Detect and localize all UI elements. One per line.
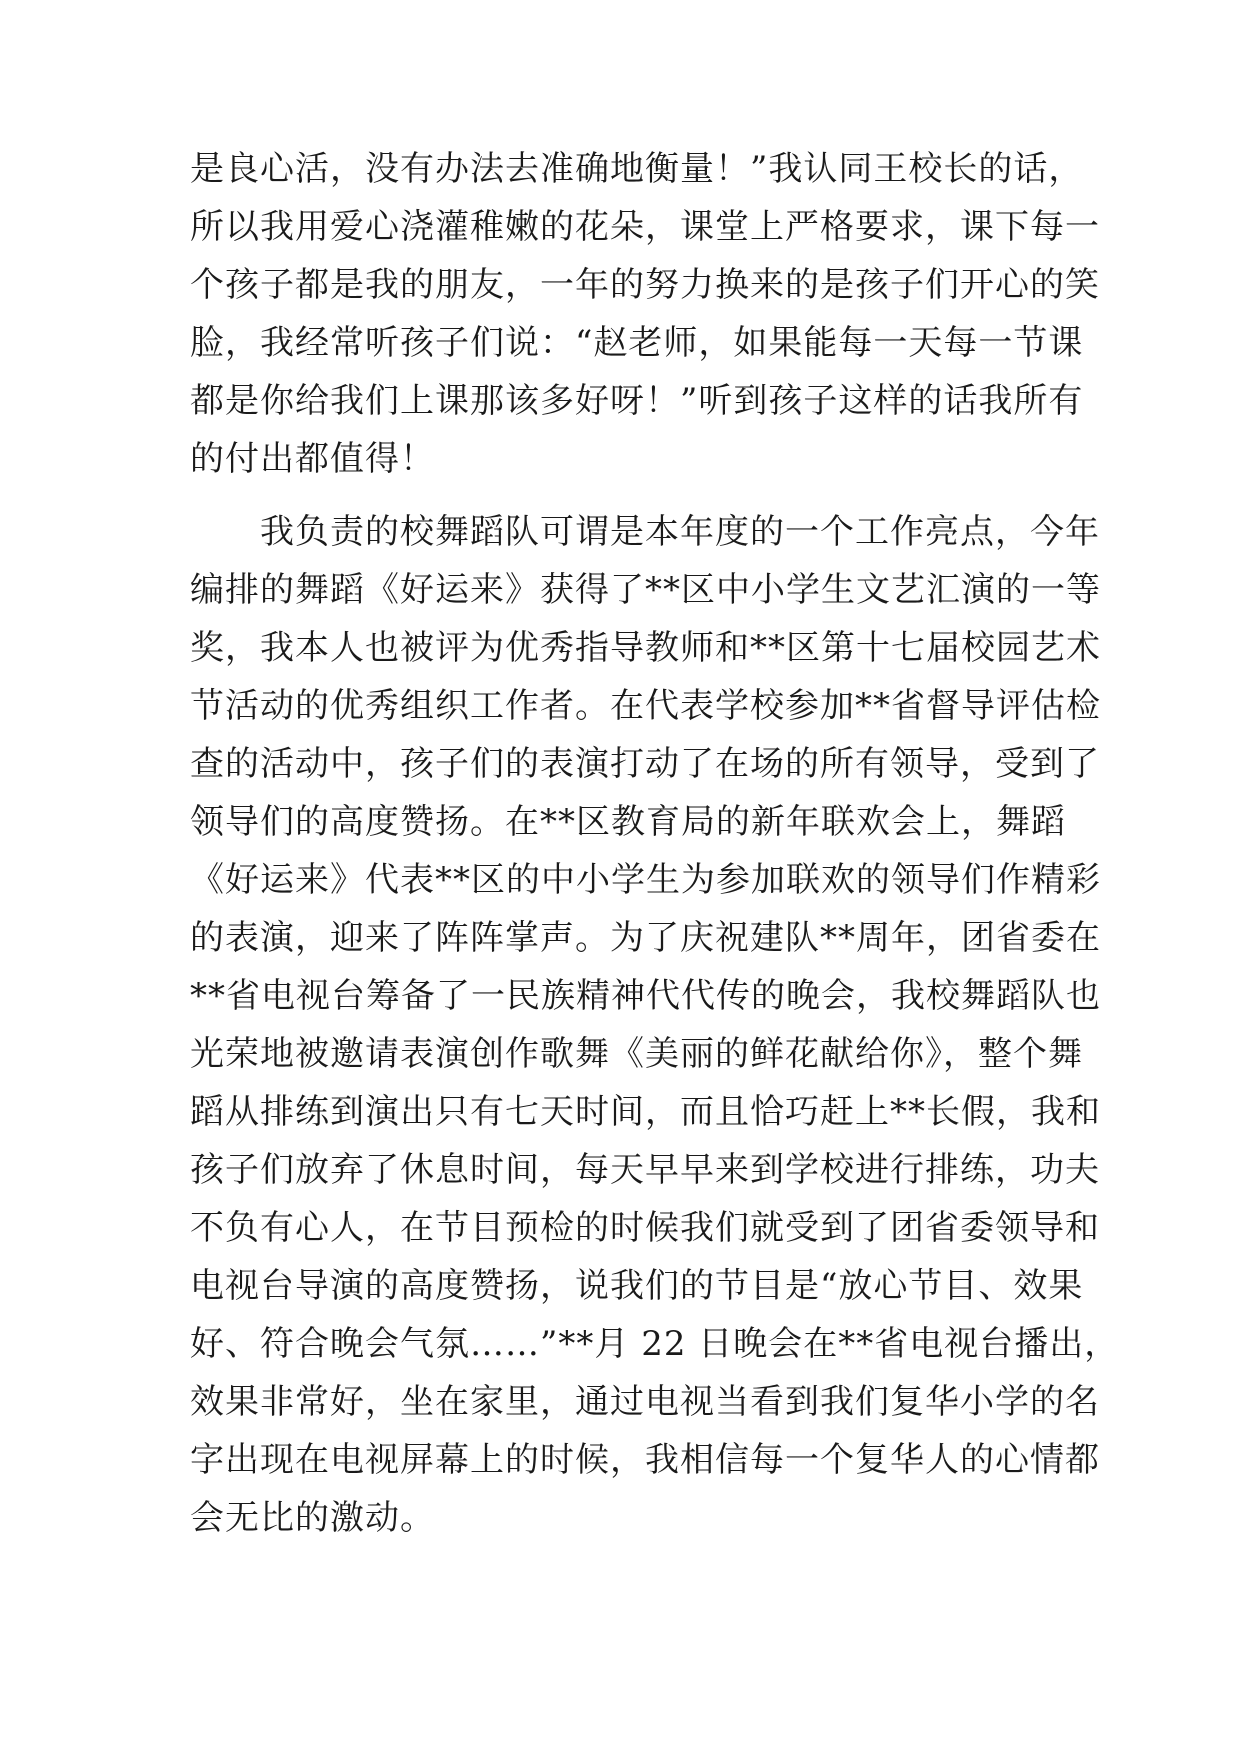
paragraph-2-line: 光荣地被邀请表演创作歌舞《美丽的鲜花献给你》，整个舞 (190, 1034, 1083, 1074)
paragraph-2-line: 孩子们放弃了休息时间，每天早早来到学校进行排练，功夫 (190, 1150, 1100, 1190)
paragraph-2-line: 节活动的优秀组织工作者。在代表学校参加**省督导评估检 (190, 686, 1101, 726)
paragraph-1-line: 所以我用爱心浇灌稚嫩的花朵，课堂上严格要求，课下每一 (190, 207, 1100, 247)
paragraph-2 (190, 503, 1120, 1547)
paragraph-2-line: 编排的舞蹈《好运来》获得了**区中小学生文艺汇演的一等 (190, 570, 1101, 610)
paragraph-2-line: 奖，我本人也被评为优秀指导教师和**区第十七届校园艺术 (190, 628, 1101, 668)
paragraph-1-line: 脸，我经常听孩子们说：“赵老师，如果能每一天每一节课 (190, 323, 1084, 363)
paragraph-2-line: 电视台导演的高度赞扬，说我们的节目是“放心节目、效果 (190, 1266, 1084, 1306)
paragraph-2-line: 不负有心人，在节目预检的时候我们就受到了团省委领导和 (190, 1208, 1100, 1248)
paragraph-2-line: 《好运来》代表**区的中小学生为参加联欢的领导们作精彩 (190, 860, 1101, 900)
paragraph-1-line: 个孩子都是我的朋友，一年的努力换来的是孩子们开心的笑 (190, 265, 1100, 305)
paragraph-2-line: **省电视台筹备了一民族精神代代传的晚会，我校舞蹈队也 (190, 976, 1101, 1016)
paragraph-2-line: 我负责的校舞蹈队可谓是本年度的一个工作亮点，今年 (190, 512, 1100, 552)
paragraph-1-line: 的付出都值得！ (190, 439, 435, 479)
paragraph-2-line: 的表演，迎来了阵阵掌声。为了庆祝建队**周年，团省委在 (190, 918, 1101, 958)
paragraph-2-line: 好、符合晚会气氛……”**月 22 日晚会在**省电视台播出， (190, 1324, 1120, 1364)
paragraph-2-line: 字出现在电视屏幕上的时候，我相信每一个复华人的心情都 (190, 1440, 1100, 1480)
paragraph-2-line: 会无比的激动。 (190, 1498, 435, 1538)
paragraph-2-line: 查的活动中，孩子们的表演打动了在场的所有领导，受到了 (190, 744, 1100, 784)
paragraph-2-line: 蹈从排练到演出只有七天时间，而且恰巧赶上**长假，我和 (190, 1092, 1101, 1132)
paragraph-2-line: 效果非常好，坐在家里，通过电视当看到我们复华小学的名 (190, 1382, 1100, 1422)
paragraph-1 (190, 140, 1100, 488)
paragraph-1-line: 是良心活，没有办法去准确地衡量！”我认同王校长的话， (190, 149, 1084, 189)
paragraph-1-line: 都是你给我们上课那该多好呀！”听到孩子这样的话我所有 (190, 381, 1084, 421)
paragraph-2-line: 领导们的高度赞扬。在**区教育局的新年联欢会上，舞蹈 (190, 802, 1066, 842)
